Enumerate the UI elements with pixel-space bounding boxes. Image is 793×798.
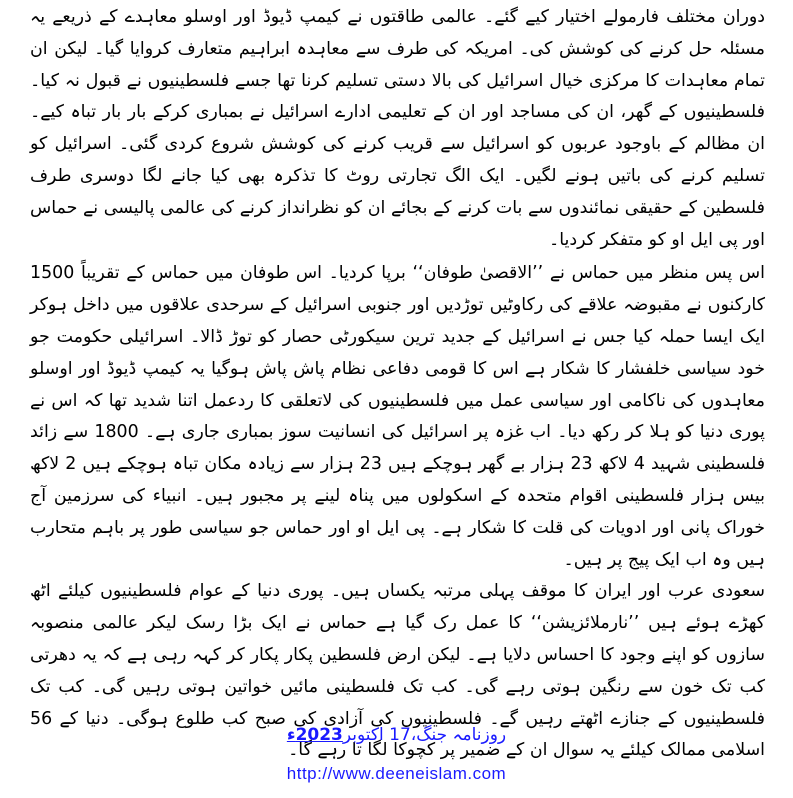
- paragraph-2: اس پس منظر میں حماس نے ’’الاقصیٰ طوفان‘‘ برپا کردیا۔ اس طوفان میں حماس کے تقریباً 1500 کارکنوں نے مقبوضہ علاقے کی رکاوٹیں توڑدیں اور جنوبی اسرائیل کے سرحدی علاقوں میں داخل ہوکر ایک ایسا حملہ کیا جس نے اسرائیل کے جدید ترین سیکورٹی حصار کو توڑ ڈالا۔ اسرائیلی حکومت جو خود سیاسی خلفشار کا شکار ہے اس کا قومی دفاعی نظام پاش پاش ہوگیا یہ کیمپ ڈیوڈ اور اوسلو معاہدوں کی ناکامی اور سیاسی عمل میں فلسطینیوں کی لاتعلقی کا ردعمل اتنا شدید تھا کہ اس نے پوری دنیا کو ہلا کر رکھ دیا۔ اب غزہ پر اسرائیل کی انسانیت سوز بمباری جاری ہے۔ 1800 سے زائد فلسطینی شہید 4 لاکھ 23 ہزار بے گھر ہوچکے ہیں 23 ہزار سے زیادہ مکان تباہ ہوچکے ہیں 2 لاکھ بیس ہزار فلسطینی اقوام متحدہ کے اسکولوں میں پناہ لینے پر مجبور ہیں۔ انبیاء کی سرزمین آج خوراک پانی اور ادویات کی قلت کا شکار ہے۔ پی ایل او اور حماس جو سیاسی طور پر باہم متحارب ہیں وہ اب ایک پیج پر ہیں۔: [30, 263, 766, 570]
- paragraph-1: دوران مختلف فارمولے اختیار کیے گئے۔ عالمی طاقتوں نے کیمپ ڈیوڈ اور اوسلو معاہدے کے ذریعے یہ مسئلہ حل کرنے کی کوشش کی۔ امریکہ کی طرف سے معاہدہ ابراہیم متعارف کروایا گیا۔ لیکن ان تمام معاہدات کا مرکزی خیال اسرائیل کی بالا دستی تسلیم کرنا تھا جسے فلسطینیوں نے قبول نہ کیا۔ فلسطینیوں کے گھر، ان کی مساجد اور ان کے تعلیمی ادارے اسرائیل نے بمباری کرکے بار بار تباہ کیے۔ ان مظالم کے باوجود عربوں کو اسرائیل سے قریب کرنے کی کوشش شروع کردی گئی۔ اسرائیل کو تسلیم کرنے کی باتیں ہونے لگیں۔ ایک الگ تجارتی روٹ کا تذکرہ بھی کیا جانے لگا دوسری طرف فلسطین کے حقیقی نمائندوں سے بات کرنے کے بجائے ان کو نظرانداز کرنے کی عالمی پالیسی نے حماس اور پی ایل او کو متفکر کردیا۔: [30, 7, 765, 250]
- article-body: [30, 2, 765, 767]
- paragraph-3: سعودی عرب اور ایران کا موقف پہلی مرتبہ یکساں ہیں۔ پوری دنیا کے عوام فلسطینیوں کیلئے اٹھ کھڑے ہوئے ہیں ’’نارملائزیشن‘‘ کا عمل رک گیا ہے حماس نے ایک بڑا رسک لیکر عالمی منصوبہ سازوں کو اپنے وجود کا احساس دلایا ہے۔ لیکن ارض فلسطین پکار پکار کر کہہ رہی ہے کہ یہ دھرتی کب تک خون سے رنگین ہوتی رہے گی۔ کب تک فلسطینی مائیں خواتین ہوتی رہیں گی۔ کب تک فلسطینیوں کے جنازے اٹھتے رہیں گے۔ فلسطینیوں کی آزادی کی صبح کب طلوع ہوگی۔ دنیا کے 56 اسلامی ممالک کیلئے یہ سوال ان کے ضمیر پر کچوکا لگا تا رہے گا۔: [30, 581, 765, 761]
- source-year[interactable]: 2023ء: [286, 725, 343, 745]
- source-newspaper: روزنامہ جنگ،17 اکتوبر: [342, 725, 507, 745]
- source-citation: [0, 724, 793, 745]
- website-link[interactable]: http://www.deeneislam.com: [286, 764, 507, 783]
